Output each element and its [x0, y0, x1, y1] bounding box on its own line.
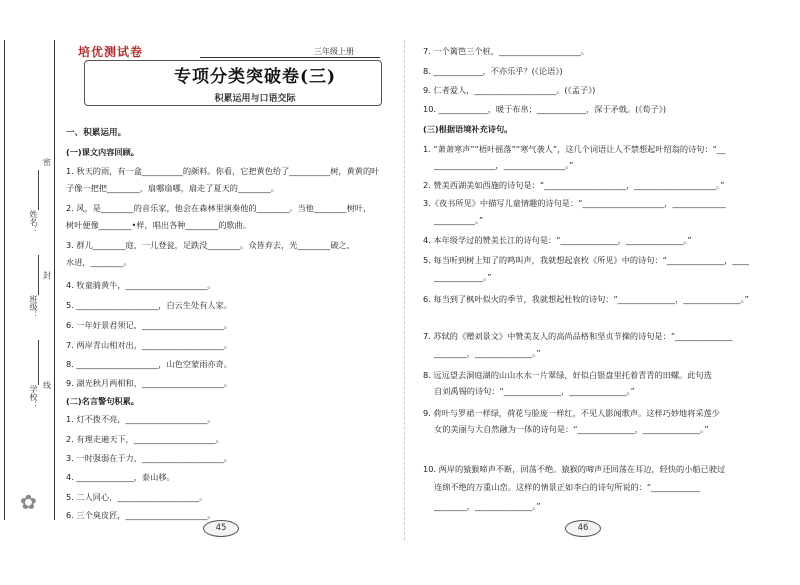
- question-line: 7. 一个篱笆三个桩，____________________。: [423, 46, 589, 56]
- page-number-left: 45: [203, 520, 239, 537]
- section1-heading: 一、积累运用。: [66, 128, 127, 138]
- name-label: 姓名：: [29, 210, 38, 234]
- question-line: 1. 秋天的雨，有一盒__________的颜料。你看，它把黄色给了__________树，黄黄的叶: [66, 166, 380, 176]
- page-subtitle: 积累运用与口语交际: [214, 94, 296, 104]
- question-line: 子像一把把________，扇哪扇哪，扇走了夏天的________。: [66, 183, 279, 193]
- page-divider: [404, 40, 405, 540]
- sub2-heading: (二)名言警句积累。: [66, 396, 139, 406]
- binding-border-line: [4, 40, 5, 520]
- question-line: 1. “萧萧寒声”“梧叶摇落”“寒气袭人”，这几个词语让人不禁想起叶绍翁的诗句：“__: [423, 144, 726, 154]
- question-line: 水进，________。: [66, 257, 132, 267]
- sub1-heading: (一)课文内容回顾。: [66, 147, 139, 157]
- question-line: 5. 每当听到树上知了的鸣叫声，我就想起袁枚《所见》中的诗句：“______________，____: [423, 255, 749, 265]
- name-blank[interactable]: [38, 170, 39, 210]
- sub3-heading: (三)根据语境补充诗句。: [423, 124, 513, 134]
- question-line: 6. 一年好景君须记，____________________。: [66, 320, 232, 330]
- question-line: 4. 牧童骑黄牛，____________________。: [66, 280, 216, 290]
- header-rule: [200, 57, 380, 58]
- question-line: 6. 三个臭皮匠，____________________。: [66, 510, 216, 520]
- question-line: ________，______________。”: [434, 501, 541, 511]
- question-line: 10. ____________，暖于布帛；____________，深于矛戟。(《荀子》): [423, 104, 667, 114]
- question-line: 7. 苏轼的《赠刘景文》中赞美友人的高尚品格和坚贞节操的诗句是：“______________: [423, 331, 733, 341]
- class-label: 班级：: [29, 295, 38, 319]
- question-line: 3.《夜书所见》中描写儿童情趣的诗句是：“____________________，_____________: [423, 198, 726, 208]
- series-badge: 培优测试卷: [78, 45, 144, 59]
- class-blank[interactable]: [38, 255, 39, 295]
- question-line: 7. 两岸青山相对出，____________________。: [66, 340, 232, 350]
- question-line: __________。”: [434, 215, 484, 225]
- question-line: 女的美丽与大自然融为一体的诗句是：“______________，______________。”: [434, 424, 709, 434]
- grade-label: 三年级上册: [314, 47, 354, 56]
- question-line: 2. 赞美西湖美如西施的诗句是：“____________________，____________________。”: [423, 180, 725, 190]
- school-blank[interactable]: [38, 340, 39, 385]
- question-line: ____________。”: [434, 272, 492, 282]
- question-line: 8. ____________，不亦乐乎？(《论语》): [423, 66, 563, 76]
- question-line: 5. 二人同心，____________________。: [66, 492, 208, 502]
- close-mark: 封: [43, 271, 51, 280]
- question-line: 8. ____________________，山色空蒙雨亦奇。: [66, 359, 232, 369]
- question-line: 10. 两岸的猿猴啼声不断，回荡不绝。猿猴的啼声还回荡在耳边，轻快的小船已驶过: [423, 464, 726, 474]
- question-line: 5. ____________________，白云生处有人家。: [66, 300, 232, 310]
- question-line: 连绵不绝的万重山峦。这样的情景正如李白的诗句所说的：“____________: [434, 482, 701, 492]
- question-line: 2. 风，是________的音乐家，他会在森林里演奏他的________。当他________树叶，: [66, 203, 372, 213]
- binding-strip: [0, 40, 58, 520]
- question-line: 树叶便像________•样，唱出各种________的歌曲。: [66, 220, 251, 230]
- binding-inner-line: [54, 40, 55, 520]
- question-line: 1. 灯不拨不亮，____________________。: [66, 414, 216, 424]
- question-line: 9. 湖光秋月两相和，____________________。: [66, 378, 232, 388]
- page-number-right: 46: [565, 520, 601, 537]
- question-line: 9. 仁者爱人，____________________。(《孟子》): [423, 85, 596, 95]
- question-line: ________，______________。”: [434, 348, 541, 358]
- question-line: 2. 有理走遍天下，____________________。: [66, 434, 224, 444]
- question-line: 自刘禹锡的诗句：“______________，______________。”: [434, 386, 635, 396]
- question-line: 3. 一时强弱在于力，____________________。: [66, 453, 232, 463]
- seal-mark: 密: [43, 158, 51, 167]
- question-line: 8. 远远望去洞庭湖的山山水水一片翠绿，好似白银盘里托着青青的田螺。此句选: [423, 370, 712, 380]
- line-mark: 线: [43, 381, 51, 390]
- question-line: _______________，_______________。”: [434, 160, 574, 170]
- question-line: 6. 每当到了枫叶似火的季节，我就想起杜牧的诗句：“______________，______________。”: [423, 294, 749, 304]
- school-label: 学校：: [29, 385, 38, 409]
- question-line: 4. 本年级学过的赞美长江的诗句是：“______________，______________。”: [423, 235, 692, 245]
- question-line: 4. ______________，泰山移。: [66, 472, 175, 482]
- question-line: 9. 荷叶与罗裙一样绿，荷花与脸庞一样红，不见人影闻歌声。这样巧妙地将采莲少: [423, 408, 720, 418]
- page-title: 专项分类突破卷(三): [173, 67, 337, 87]
- question-line: 3. 群儿________庭，一儿登瓮，足跌没________。众皆弃去，光________破之，: [66, 240, 355, 250]
- flower-decoration-icon: ✿: [20, 490, 37, 514]
